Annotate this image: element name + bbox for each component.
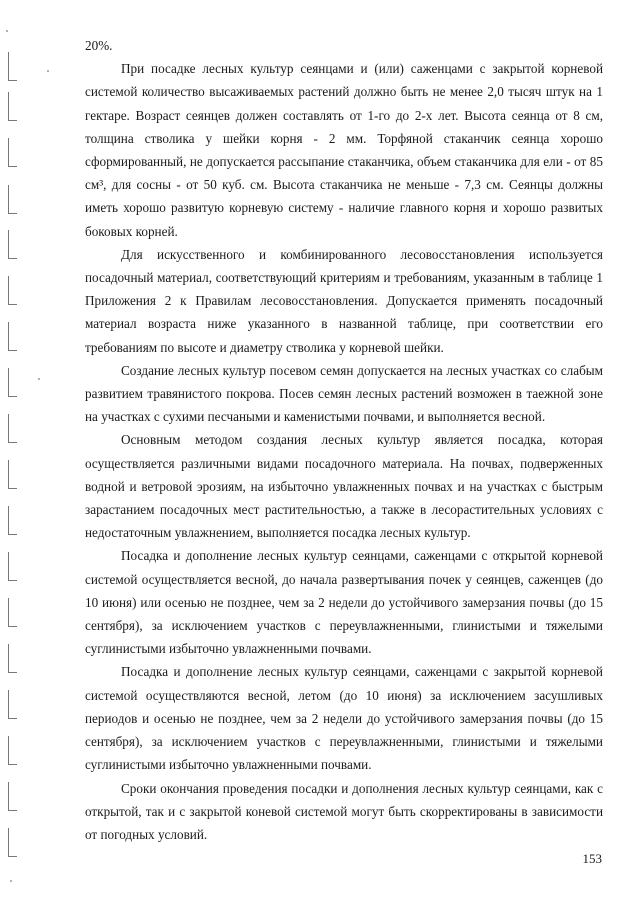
document-body <box>85 34 603 846</box>
paragraph-deadline-adjustment: Сроки окончания проведения посадки и дополнения лесных культур сеянцами, как с открытой, так и с закрытой коневой системой могут быть скорректированы в зависимости от погодных условий. <box>85 780 603 842</box>
margin-mark <box>8 185 17 214</box>
margin-mark <box>8 92 17 121</box>
margin-mark <box>8 506 17 535</box>
paragraph-closed-root-timing: Посадка и дополнение лесных культур сеянцами, саженцами с закрытой корневой системой осуществляются весной, летом (до 10 июня) за исключением засушливых периодов и осенью не позднее, чем за 2 недели до устойчивого замерзания почвы (до 15 сентября), за исключением участков с переувлажненными, глинистыми и тяжелыми суглинистыми избыточно увлажненными почвами. <box>85 664 603 773</box>
margin-mark <box>8 460 17 489</box>
scan-speck <box>6 30 8 32</box>
margin-mark <box>8 644 17 673</box>
page-number: 153 <box>582 851 602 866</box>
margin-mark <box>8 782 17 811</box>
margin-mark <box>8 598 17 627</box>
paragraph-closed-root-planting: При посадке лесных культур сеянцами и (или) саженцами с закрытой корневой системой количество высаживаемых растений должно быть не менее 2,0 тысяч штук на 1 гектаре. Возраст сеянцев должен составлять от 1-го до 2-х лет. Высота сеянца от 8 см, толщина стволика у шейки корня - 2 мм. Торфяной стаканчик сеянца хорошо сформированный, не допускается рассыпание стаканчика, объем стаканчика для ели - от 85 см³, для сосны - от 50 куб. см. Высота стаканчика не меньше - 7,3 см. Сеянцы должны иметь хорошо развитую корневую систему - наличие главного корня и хорошо развитых боковых корней. <box>85 61 603 239</box>
paragraph-seed-sowing: Создание лесных культур посевом семян допускается на лесных участках со слабым развитием травянистого покрова. Посев семян лесных растений возможен в таежной зоне на участках с сухими песчаными и каменистыми почвами, и выполняется весной. <box>85 362 603 425</box>
margin-mark <box>8 828 17 857</box>
scan-speck <box>10 880 12 882</box>
paragraph-planting-material: Для искусственного и комбинированного лесовосстановления используется посадочный материал, соответствующий критериям и требованиям, указанным в таблице 1 Приложения 2 к Правилам лесовосстановления. Допускается применять посадочный материал возраста ниже указанного в названной таблице, при соответствии его требованиям по высоте и диаметру стволика у корневой шейки. <box>85 246 603 355</box>
paragraph-main-method: Основным методом создания лесных культур является посадка, которая осуществляется различными видами посадочного материала. На почвах, подверженных водной и ветровой эрозиям, на избыточно увлажненных почвах и на участках с быстрым зарастанием посадочных мест растительностью, а также в лесорастительных условиях с недостаточным увлажнением, выполняется посадка лесных культур. <box>85 432 603 541</box>
margin-mark <box>8 276 17 305</box>
margin-mark <box>8 138 17 167</box>
scan-speck <box>38 378 40 380</box>
margin-mark <box>8 52 17 81</box>
paragraph-open-root-timing: Посадка и дополнение лесных культур сеянцами, саженцами с открытой корневой системой осуществляется весной, до начала развертывания почек у сеянцев, саженцев (до 10 июня) или осенью не позднее, чем за 2 недели до устойчивого замерзания почвы (до 15 сентября), за исключением участков с переувлажненными, глинистыми и тяжелыми суглинистыми избыточно увлажненными почвами. <box>85 548 603 657</box>
margin-mark <box>8 690 17 719</box>
binding-margin-marks <box>0 0 30 905</box>
margin-mark <box>8 736 17 765</box>
scan-speck <box>47 70 49 72</box>
margin-mark <box>8 368 17 397</box>
margin-mark <box>8 414 17 443</box>
margin-mark <box>8 322 17 351</box>
paragraph-continuation: 20%. <box>85 38 113 53</box>
margin-mark <box>8 552 17 581</box>
margin-mark <box>8 230 17 259</box>
